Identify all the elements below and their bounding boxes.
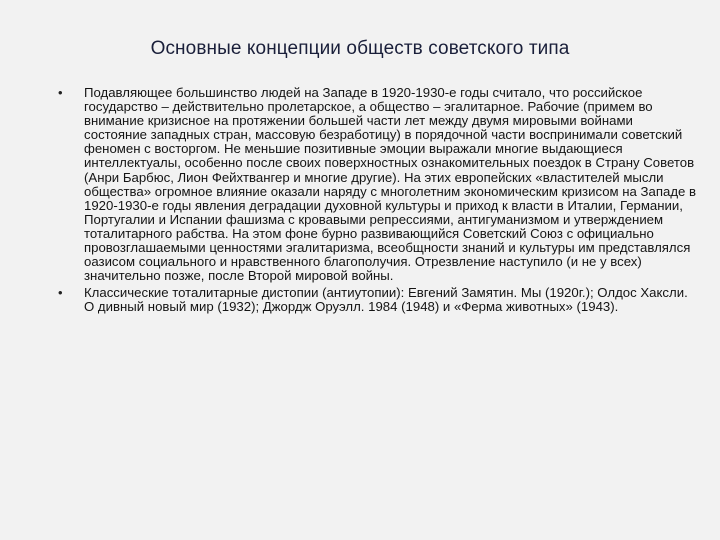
slide-title: Основные концепции обществ советского типа	[150, 38, 570, 59]
bullet-marker: •	[58, 285, 63, 301]
bullet-text-1: Подавляющее большинство людей на Западе в 1920-1930-е годы считало, что российское государство – действительно пролетарское, а общество – эгалитарное. Рабочие (примем во внимание кризисное на протяжении большей части лет между двумя мировыми войнами состояние западных стран, массовую безработицу) в порядочной части воспринимали советский феномен с восторгом. Не меньшие позитивные эмоции выражали многие выдающиеся интеллектуалы, особенно после своих поверхностных ознакомительных поездок в Страну Советов (Анри Барбюс, Лион Фейхтвангер и многие другие). На этих европейских «властителей мысли общества» огромное влияние оказали наряду с многолетним экономическим кризисом на Западе в 1920-1930-е годы явления деградации духовной культуры и приход к власти в Италии, Германии, Португалии и Испании фашизма с кровавыми репрессиями, антигуманизмом и утверждением тоталитарного рабства. На этом фоне бурно развивающийся Советский Союз с официально провозглашаемыми ценностями эгалитаризма, всеобщности знаний и культуры им представлялся оазисом социального и нравственного благополучия. Отрезвление наступило (и не у всех) значительно позже, после Второй мировой войны.	[84, 85, 697, 284]
bullet-text-2: Классические тоталитарные дистопии (антиутопии): Евгений Замятин. Мы (1920г.); Олдос Хаксли. О дивный новый мир (1932); Джордж Оруэлл. 1984 (1948) и «Ферма животных» (1943).	[84, 285, 688, 315]
bullet-item-1	[58, 86, 698, 283]
bullet-list	[58, 86, 698, 318]
bullet-item-2	[58, 286, 698, 314]
bullet-marker: •	[58, 85, 63, 100]
